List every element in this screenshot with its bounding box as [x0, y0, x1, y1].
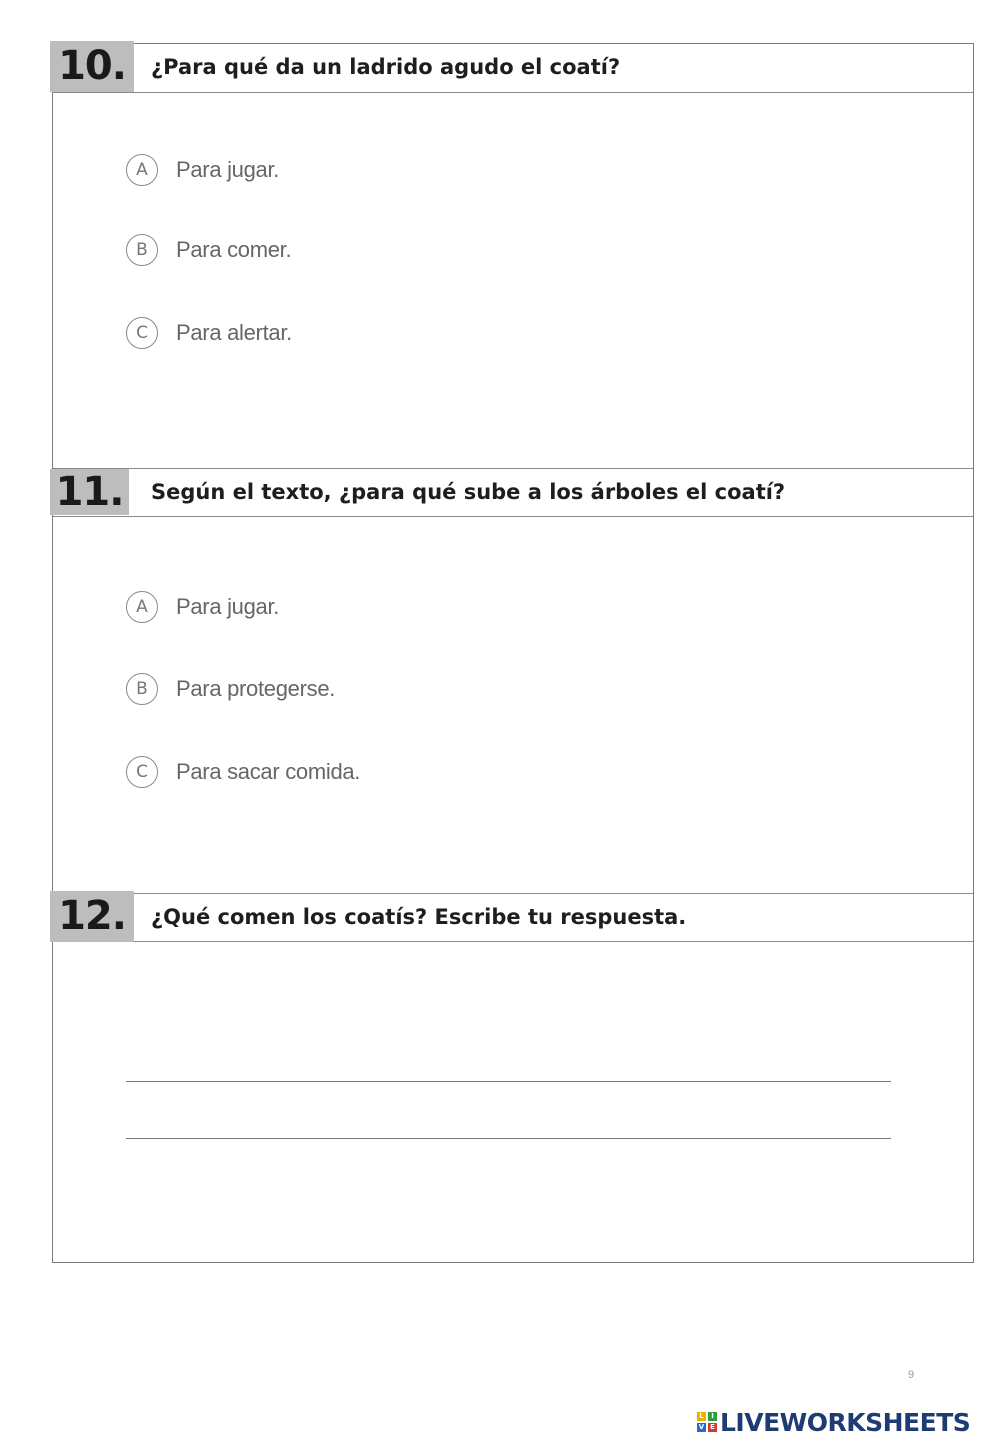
- question-11-header: [53, 468, 973, 517]
- answer-line[interactable]: [126, 1081, 891, 1082]
- option-text: Para jugar.: [176, 594, 280, 619]
- option-letter-circle[interactable]: B: [126, 234, 158, 266]
- option-letter-circle[interactable]: C: [126, 317, 158, 349]
- question-10-option-c[interactable]: [126, 314, 292, 352]
- option-text: Para alertar.: [176, 320, 292, 345]
- question-10-header: [53, 44, 973, 93]
- question-prompt: ¿Qué comen los coatís? Escribe tu respuesta.: [151, 905, 687, 929]
- question-number: 11.: [50, 469, 129, 515]
- option-text: Para protegerse.: [176, 676, 336, 701]
- option-letter-circle[interactable]: A: [126, 591, 158, 623]
- question-prompt: Según el texto, ¿para qué sube a los árboles el coatí?: [151, 480, 786, 504]
- option-letter-circle[interactable]: A: [126, 154, 158, 186]
- question-10-option-a[interactable]: [126, 151, 279, 189]
- question-11-option-a[interactable]: [126, 588, 279, 626]
- question-11-option-c[interactable]: [126, 753, 360, 791]
- option-text: Para jugar.: [176, 157, 280, 182]
- question-number: 10.: [50, 41, 134, 92]
- brand-name: LIVEWORKSHEETS: [720, 1407, 971, 1437]
- question-10-option-b[interactable]: [126, 231, 291, 269]
- option-letter-circle[interactable]: C: [126, 756, 158, 788]
- question-12-header: [53, 893, 973, 942]
- answer-line[interactable]: [126, 1138, 891, 1139]
- liveworksheets-brand: [697, 1406, 970, 1438]
- question-prompt: ¿Para qué da un ladrido agudo el coatí?: [151, 55, 621, 79]
- question-11-option-b[interactable]: [126, 670, 335, 708]
- liveworksheets-logo-icon: L I V E: [697, 1412, 717, 1432]
- option-letter-circle[interactable]: B: [126, 673, 158, 705]
- question-number: 12.: [50, 891, 134, 942]
- page-number: 9: [908, 1369, 915, 1381]
- option-text: Para sacar comida.: [176, 759, 361, 784]
- worksheet-page: [52, 43, 974, 1263]
- option-text: Para comer.: [176, 237, 292, 262]
